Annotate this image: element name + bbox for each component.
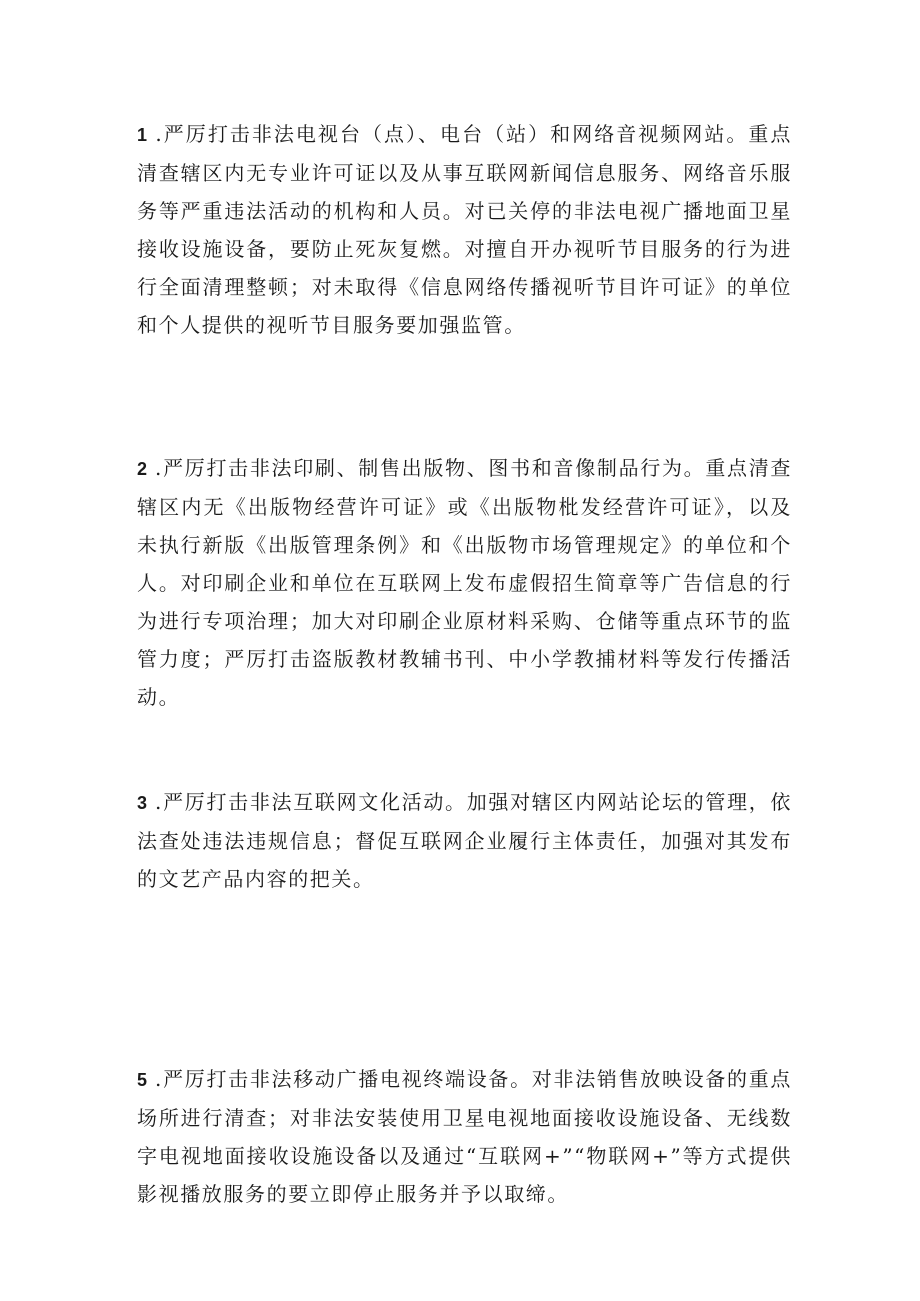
paragraph-2 [137,449,792,716]
paragraph-number: 5 [137,1070,148,1090]
paragraph-5 [137,1060,792,1213]
paragraph-text: .严厉打击非法移动广播电视终端设备。对非法销售放映设备的重点场所进行清查；对非法安装使用卫星电视地面接收设施设备、无线数字电视地面接收设施设备以及通过“互联网+”“物联网+”等方式提供影视播放服务的要立即停止服务并予以取缔。 [137,1067,792,1206]
paragraph-text: .严厉打击非法电视台（点）、电台（站）和网络音视频网站。重点清查辖区内无专业许可证以及从事互联网新闻信息服务、网络音乐服务等严重违法活动的机构和人员。对已关停的非法电视广播地面卫星接收设施设备，要防止死灰复燃。对擅自开办视听节目服务的行为进行全面清理整顿；对未取得《信息网络传播视听节目许可证》的单位和个人提供的视听节目服务要加强监管。 [137,122,792,337]
paragraph-number: 1 [137,125,148,145]
paragraph-3 [137,783,792,898]
paragraph-text: .严厉打击非法互联网文化活动。加强对辖区内网站论坛的管理，依法查处违法违规信息；督促互联网企业履行主体责任，加强对其发布的文艺产品内容的把关。 [137,790,792,891]
paragraph-1 [137,115,792,344]
paragraph-number: 2 [137,459,148,479]
paragraph-number: 3 [137,793,148,813]
paragraph-text: .严厉打击非法印刷、制售出版物、图书和音像制品行为。重点清查辖区内无《出版物经营许可证》或《出版物枇发经营许可证》，以及未执行新版《出版管理条例》和《出版物市场管理规定》的单位和个人。对印刷企业和单位在互联网上发布虚假招生简章等广告信息的行为进行专项治理；加大对印刷企业原材料采购、仓储等重点环节的监管力度；严厉打击盗版教材教辅书刊、中小学教捕材料等发行传播活动。 [137,456,792,709]
